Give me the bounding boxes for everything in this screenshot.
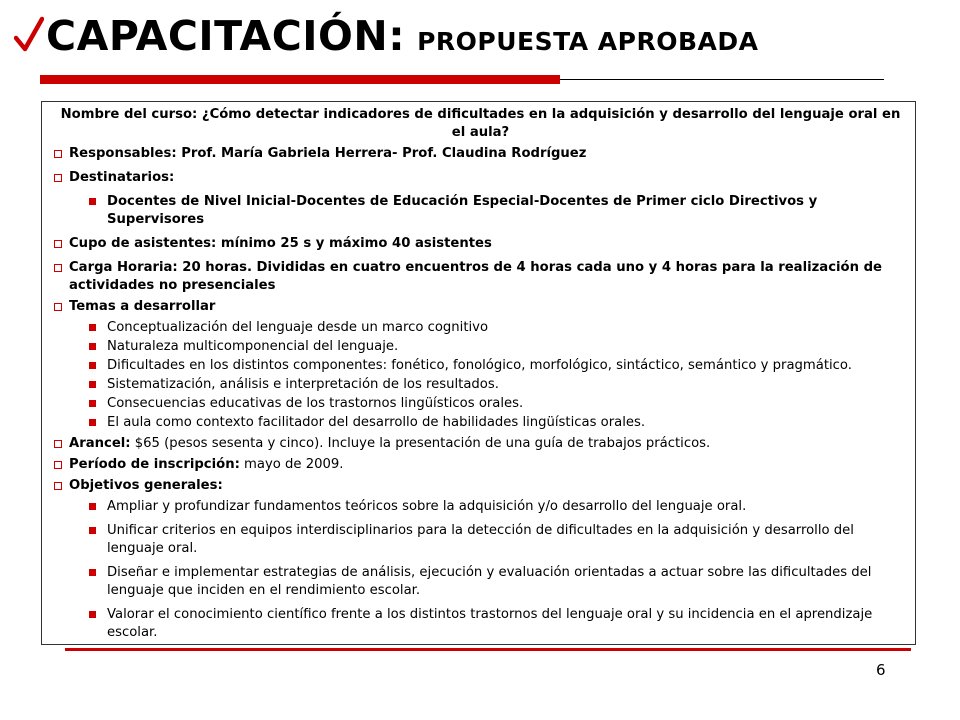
objetivo-item <box>54 564 907 600</box>
square-bullet-icon <box>54 240 62 248</box>
page-number: 6 <box>876 661 886 679</box>
tema-item <box>54 414 907 432</box>
square-bullet-icon <box>54 461 62 469</box>
objetivo-text: Valorar el conocimiento científico frente a los distintos trastornos del lenguaje oral y su incidencia en el aprendizaje escolar. <box>107 607 873 640</box>
item-destinatarios <box>54 169 907 187</box>
title-underline-red <box>40 75 560 84</box>
filled-bullet-icon <box>89 527 96 534</box>
checkmark-icon <box>14 16 44 54</box>
tema-item <box>54 376 907 394</box>
objetivo-item <box>54 606 907 642</box>
title-sub: PROPUESTA APROBADA <box>417 27 759 56</box>
objetivo-text: Diseñar e implementar estrategias de análisis, ejecución y evaluación orientadas a actuar sobre las dificultades del lenguaje que inciden en el rendimiento escolar. <box>107 565 872 598</box>
tema-text: Conceptualización del lenguaje desde un marco cognitivo <box>107 320 489 335</box>
square-bullet-icon <box>54 264 62 272</box>
item-periodo <box>54 456 907 474</box>
content-box <box>41 101 916 645</box>
filled-bullet-icon <box>89 198 96 205</box>
periodo-label: Período de inscripción: <box>69 457 240 472</box>
destinatarios-detail-item <box>54 193 907 229</box>
item-carga-horaria <box>54 259 907 295</box>
item-responsables <box>54 145 907 163</box>
objetivo-item <box>54 498 907 516</box>
item-arancel <box>54 435 907 453</box>
objetivo-item <box>54 522 907 558</box>
objetivo-text: Ampliar y profundizar fundamentos teóricos sobre la adquisición y/o desarrollo del lenguaje oral. <box>107 499 747 514</box>
filled-bullet-icon <box>89 611 96 618</box>
filled-bullet-icon <box>89 381 96 388</box>
objetivos-list <box>54 498 907 642</box>
square-bullet-icon <box>54 482 62 490</box>
tema-text: Naturaleza multicomponencial del lenguaje. <box>107 339 399 354</box>
cupo-text: Cupo de asistentes: mínimo 25 s y máximo 40 asistentes <box>69 236 492 251</box>
item-temas <box>54 298 907 316</box>
item-objetivos <box>54 477 907 495</box>
filled-bullet-icon <box>89 400 96 407</box>
tema-text: El aula como contexto facilitador del desarrollo de habilidades lingüísticas orales. <box>107 415 646 430</box>
item-cupo <box>54 235 907 253</box>
square-bullet-icon <box>54 440 62 448</box>
filled-bullet-icon <box>89 362 96 369</box>
filled-bullet-icon <box>89 569 96 576</box>
square-bullet-icon <box>54 303 62 311</box>
tema-text: Dificultades en los distintos componentes: fonético, fonológico, morfológico, sintáctico, semántico y pragmático. <box>107 358 852 373</box>
periodo-text: mayo de 2009. <box>239 457 344 472</box>
responsables-text: Responsables: Prof. María Gabriela Herrera- Prof. Claudina Rodríguez <box>69 146 587 161</box>
title-underline-rule <box>560 79 884 80</box>
course-name: Nombre del curso: ¿Cómo detectar indicadores de dificultades en la adquisición y desarrollo del lenguaje oral en el aula? <box>60 107 901 140</box>
temas-label: Temas a desarrollar <box>69 299 216 314</box>
tema-item <box>54 338 907 356</box>
arancel-text: $65 (pesos sesenta y cinco). Incluye la presentación de una guía de trabajos prácticos. <box>130 436 711 451</box>
tema-text: Consecuencias educativas de los trastornos lingüísticos orales. <box>107 396 524 411</box>
footer-rule-red <box>65 648 911 651</box>
filled-bullet-icon <box>89 343 96 350</box>
title-main: CAPACITACIÓN: <box>46 12 406 60</box>
objetivos-label: Objetivos generales: <box>69 478 223 493</box>
destinatarios-label: Destinatarios: <box>69 170 175 185</box>
filled-bullet-icon <box>89 419 96 426</box>
objetivo-text: Unificar criterios en equipos interdisciplinarios para la detección de dificultades en la adquisición y desarrollo del lenguaje oral. <box>107 523 854 556</box>
square-bullet-icon <box>54 174 62 182</box>
tema-item <box>54 395 907 413</box>
arancel-label: Arancel: <box>69 436 131 451</box>
tema-item <box>54 319 907 337</box>
square-bullet-icon <box>54 150 62 158</box>
tema-item <box>54 357 907 375</box>
filled-bullet-icon <box>89 503 96 510</box>
filled-bullet-icon <box>89 324 96 331</box>
destinatarios-detail: Docentes de Nivel Inicial-Docentes de Educación Especial-Docentes de Primer ciclo Directivos y Supervisores <box>107 194 818 227</box>
tema-text: Sistematización, análisis e interpretación de los resultados. <box>107 377 499 392</box>
carga-text: Carga Horaria: 20 horas. Divididas en cuatro encuentros de 4 horas cada uno y 4 horas para la realización de actividades no presenciales <box>69 260 882 293</box>
slide-title <box>46 12 758 60</box>
